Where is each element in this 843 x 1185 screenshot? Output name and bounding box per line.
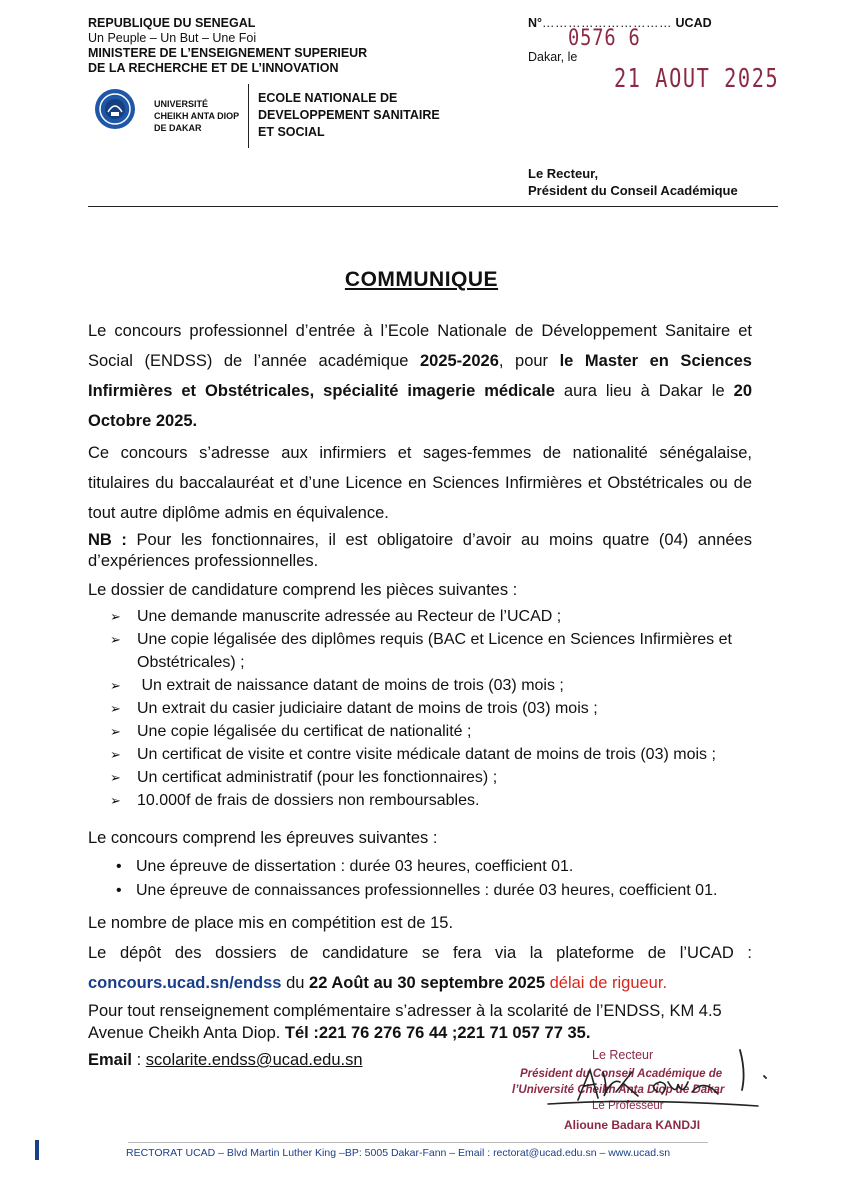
dossier-list	[110, 605, 780, 812]
university-name-line3: DE DAKAR	[154, 123, 202, 133]
ref-suffix: UCAD	[675, 16, 712, 30]
arrow-bullet-icon: ➢	[110, 793, 121, 808]
intro-paragraph	[88, 316, 752, 436]
list-item-text: Une épreuve de dissertation : durée 03 heures, coefficient 01.	[136, 858, 574, 875]
list-item	[116, 855, 776, 879]
signatory-name: Alioune Badara KANDJI	[564, 1118, 701, 1132]
intro-text-2: , pour	[498, 352, 560, 370]
email-label: Email	[88, 1051, 133, 1069]
exam-date: 20 Octobre 2025.	[88, 382, 752, 430]
intro-text-1: Le concours professionnel d’entrée à l’Ecole Nationale de Développement Sanitaire et Social (ENDSS) de l’année académique	[88, 322, 752, 370]
list-item-text: Un certificat administratif (pour les fonctionnaires) ;	[137, 769, 498, 786]
bullet-icon: •	[116, 858, 122, 875]
list-item	[110, 628, 780, 674]
ref-dots: …………………………	[542, 16, 673, 30]
depot-period: 22 Août au 30 septembre 2025	[309, 974, 546, 992]
email-separator: :	[132, 1051, 146, 1069]
intro-text-3: aura lieu à Dakar le	[554, 382, 734, 400]
arrow-bullet-icon: ➢	[110, 678, 121, 693]
email-link[interactable]: scolarite.endss@ucad.edu.sn	[145, 1051, 363, 1069]
school-name-line3: ET SOCIAL	[258, 125, 325, 139]
signatory-header	[528, 165, 738, 199]
country-motto: Un Peuple – Un But – Une Foi	[88, 31, 257, 45]
epreuves-intro: Le concours comprend les épreuves suivantes :	[88, 829, 438, 847]
depot-text-1: du	[281, 974, 310, 992]
arrow-bullet-icon: ➢	[110, 770, 121, 785]
footer-address: RECTORAT UCAD – Blvd Martin Luther King –BP: 5005 Dakar-Fann – Email : rectorat@ucad.edu.sn – www.ucad.sn	[126, 1147, 671, 1159]
university-name-line2: CHEIKH ANTA DIOP	[154, 111, 240, 121]
page-margin-mark	[35, 1140, 39, 1160]
ref-label: N°	[528, 16, 543, 30]
nb-paragraph	[88, 530, 752, 572]
header-left-block	[88, 16, 367, 76]
list-item	[110, 605, 780, 628]
school-name-line1: ECOLE NATIONALE DE	[258, 91, 398, 105]
eligibility-paragraph: Ce concours s’adresse aux infirmiers et sages-femmes de nationalité sénégalaise, titulaires du baccalauréat et d’une Licence en Sciences Infirmières et Obstétricales ou de tout autre diplôme admis en équivalence.	[88, 444, 752, 522]
handwritten-signature-icon	[508, 1048, 778, 1128]
list-item-text: Une épreuve de connaissances professionnelles : durée 03 heures, coefficient 01.	[136, 882, 718, 899]
signature-line4: Le Professeur	[592, 1100, 664, 1112]
epreuves-list	[116, 855, 776, 903]
list-item	[110, 697, 780, 720]
places-paragraph: Le nombre de place mis en compétition est de 15.	[88, 914, 454, 932]
school-name-line2: DEVELOPPEMENT SANITAIRE	[258, 108, 440, 122]
list-item	[110, 766, 780, 789]
arrow-bullet-icon: ➢	[110, 701, 121, 716]
ministry-line2: DE LA RECHERCHE ET DE L’INNOVATION	[88, 61, 339, 75]
date-stamp: 21 AOUT 2025	[614, 64, 780, 94]
list-item	[110, 720, 780, 743]
arrow-bullet-icon: ➢	[110, 609, 121, 624]
nb-label: NB :	[88, 531, 127, 549]
list-item-text: Une copie légalisée des diplômes requis (BAC et Licence en Sciences Infirmières et Obstétricales) ;	[137, 631, 732, 671]
academic-year: 2025-2026	[419, 352, 499, 370]
signature-line1: Le Recteur	[592, 1048, 654, 1062]
arrow-bullet-icon: ➢	[110, 747, 121, 762]
footer-rule	[128, 1142, 708, 1143]
list-item-text: Une copie légalisée du certificat de nationalité ;	[137, 723, 472, 740]
list-item-text: Un certificat de visite et contre visite médicale datant de moins de trois (03) mois ;	[137, 746, 716, 763]
depot-details	[88, 968, 752, 998]
depot-paragraph: Le dépôt des dossiers de candidature se fera via la plateforme de l’UCAD :	[88, 944, 752, 962]
arrow-bullet-icon: ➢	[110, 724, 121, 739]
page-title: COMMUNIQUE	[344, 268, 499, 291]
nb-text: Pour les fonctionnaires, il est obligatoire d’avoir au moins quatre (04) années d’expériences professionnelles.	[88, 531, 752, 570]
university-logo	[94, 88, 136, 130]
university-name	[154, 98, 239, 134]
bullet-icon: •	[116, 882, 122, 899]
list-item	[116, 879, 776, 903]
tel-numbers: :221 76 276 76 44 ;221 71 057 77 35.	[308, 1024, 591, 1042]
depot-deadline: délai de rigueur.	[549, 974, 668, 992]
platform-link[interactable]: concours.ucad.sn/endss	[88, 974, 282, 992]
country-name: REPUBLIQUE DU SENEGAL	[88, 16, 256, 30]
list-item	[110, 674, 780, 697]
university-seal-icon	[94, 88, 136, 130]
ministry-line1: MINISTERE DE L’ENSEIGNEMENT SUPERIEUR	[88, 46, 368, 60]
signatory-line2: Président du Conseil Académique	[528, 183, 738, 198]
tel-label: Tél	[284, 1024, 309, 1042]
university-name-line1: UNIVERSITÉ	[154, 99, 209, 109]
contact-paragraph	[88, 1000, 752, 1044]
signature-line3: l’Université Cheikh Anta Diop de Dakar	[512, 1084, 725, 1096]
signatory-line1: Le Recteur,	[528, 166, 599, 181]
list-item-text: Un extrait du casier judiciaire datant de moins de trois (03) mois ;	[137, 700, 598, 717]
contact-text: Pour tout renseignement complémentaire s’adresser à la scolarité de l’ENDSS, KM 4.5 Avenue Cheikh Anta Diop.	[88, 1002, 722, 1042]
arrow-bullet-icon: ➢	[110, 632, 121, 647]
header-rule	[88, 206, 778, 207]
ref-number-stamp: 0576 6	[568, 26, 641, 51]
program-name: le Master en Sciences Infirmières et Obstétricales, spécialité imagerie médicale	[88, 352, 752, 400]
dossier-intro: Le dossier de candidature comprend les pièces suivantes :	[88, 581, 518, 599]
list-item	[110, 743, 780, 766]
list-item-text: Un extrait de naissance datant de moins de trois (03) mois ;	[137, 677, 564, 694]
signature-line2: Président du Conseil Académique de	[520, 1068, 723, 1080]
place-label: Dakar, le	[528, 50, 578, 64]
list-item-text: 10.000f de frais de dossiers non remboursables.	[137, 792, 480, 809]
header-divider	[248, 84, 249, 148]
list-item-text: Une demande manuscrite adressée au Recteur de l’UCAD ;	[137, 608, 562, 625]
list-item	[110, 789, 780, 812]
school-name	[258, 90, 440, 141]
